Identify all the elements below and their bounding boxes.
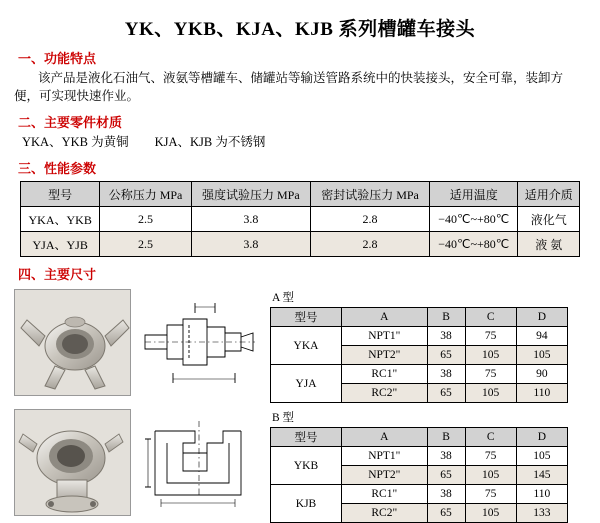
cell-c: 105 [465,504,516,523]
col-nominal-pressure: 公称压力 MPa [100,182,191,207]
material-steel-text: KJA、KJB 为不锈钢 [154,135,266,149]
cell-b: 38 [427,365,465,384]
cell-d: 105 [516,447,567,466]
cell-model: YJA [271,365,342,403]
cell-model: YKA、YKB [21,207,100,232]
cell-b: 38 [427,447,465,466]
cell-b: 65 [427,504,465,523]
cell-c: 75 [465,447,516,466]
cell-a: NPT2" [342,466,428,485]
cell-d: 133 [516,504,567,523]
table-header-row [21,182,580,207]
cell-d: 94 [516,327,567,346]
cell-model: KJB [271,485,342,523]
cell-a: RC2" [342,384,428,403]
col-model: 型号 [21,182,100,207]
cell-b: 38 [427,327,465,346]
col-d: D [516,428,567,447]
table-row [21,232,580,257]
dimensions-section [0,289,600,523]
material-line [22,133,586,151]
cell-model: YKB [271,447,342,485]
col-a: A [342,308,428,327]
cell-b: 65 [427,384,465,403]
cell-c: 105 [465,346,516,365]
col-model: 型号 [271,428,342,447]
col-model: 型号 [271,308,342,327]
cell-a: RC1" [342,365,428,384]
col-temperature: 适用温度 [430,182,518,207]
col-medium: 适用介质 [518,182,580,207]
coupling-technical-drawing-b [137,409,262,514]
cell-model: YJA、YJB [21,232,100,257]
coupling-photo-b [14,409,131,516]
cell-c: 105 [465,466,516,485]
col-b: B [427,308,465,327]
material-brass-text: YKA、YKB 为黄铜 [22,135,129,149]
col-strength-test-pressure: 强度试验压力 MPa [191,182,310,207]
performance-table [20,181,580,257]
table-header-row [271,308,568,327]
section-heading-features: 一、功能特点 [18,51,97,66]
cell-b: 65 [427,346,465,365]
col-c: C [465,308,516,327]
cell-a: NPT1" [342,447,428,466]
coupling-photo-a [14,289,131,396]
col-a: A [342,428,428,447]
table-row [271,365,568,384]
cell-c: 75 [465,485,516,504]
cell-a: RC2" [342,504,428,523]
cell-d: 110 [516,384,567,403]
section-heading-dimensions: 四、主要尺寸 [18,267,97,282]
cell-seal-test-pressure: 2.8 [310,207,429,232]
cell-temperature: −40℃~+80℃ [430,232,518,257]
table-row [271,447,568,466]
section-heading-material: 二、主要零件材质 [18,115,123,130]
coupling-technical-drawing-a [137,289,262,394]
cell-strength-test-pressure: 3.8 [191,232,310,257]
page-title: YK、YKB、KJA、KJB 系列槽罐车接头 [124,19,476,40]
cell-medium: 液 氨 [518,232,580,257]
col-b: B [427,428,465,447]
cell-b: 65 [427,466,465,485]
cell-medium: 液化气 [518,207,580,232]
col-d: D [516,308,567,327]
table-row [271,327,568,346]
cell-d: 90 [516,365,567,384]
table-header-row [271,428,568,447]
dimension-table-b-wrap [270,409,568,523]
dimension-row-b [14,409,586,523]
cell-nominal-pressure: 2.5 [100,232,191,257]
cell-d: 105 [516,346,567,365]
table-row [21,207,580,232]
table-row [271,485,568,504]
col-seal-test-pressure: 密封试验压力 MPa [310,182,429,207]
dimension-table-a [270,307,568,403]
cell-temperature: −40℃~+80℃ [430,207,518,232]
cell-strength-test-pressure: 3.8 [191,207,310,232]
dimension-table-b-caption: B 型 [272,412,295,424]
col-c: C [465,428,516,447]
cell-b: 38 [427,485,465,504]
cell-model: YKA [271,327,342,365]
cell-seal-test-pressure: 2.8 [310,232,429,257]
cell-a: NPT1" [342,327,428,346]
cell-a: NPT2" [342,346,428,365]
cell-a: RC1" [342,485,428,504]
dimension-row-a [14,289,586,403]
cell-d: 110 [516,485,567,504]
cell-nominal-pressure: 2.5 [100,207,191,232]
cell-c: 75 [465,365,516,384]
dimension-table-b [270,427,568,523]
cell-d: 145 [516,466,567,485]
section-heading-performance: 三、性能参数 [18,161,97,176]
cell-c: 75 [465,327,516,346]
cell-c: 105 [465,384,516,403]
dimension-table-a-caption: A 型 [272,292,295,304]
features-paragraph: 该产品是液化石油气、液氨等槽罐车、储罐站等输送管路系统中的快装接头，安全可靠，装卸方便，可实现快速作业。 [14,71,564,103]
dimension-table-a-wrap [270,289,568,403]
